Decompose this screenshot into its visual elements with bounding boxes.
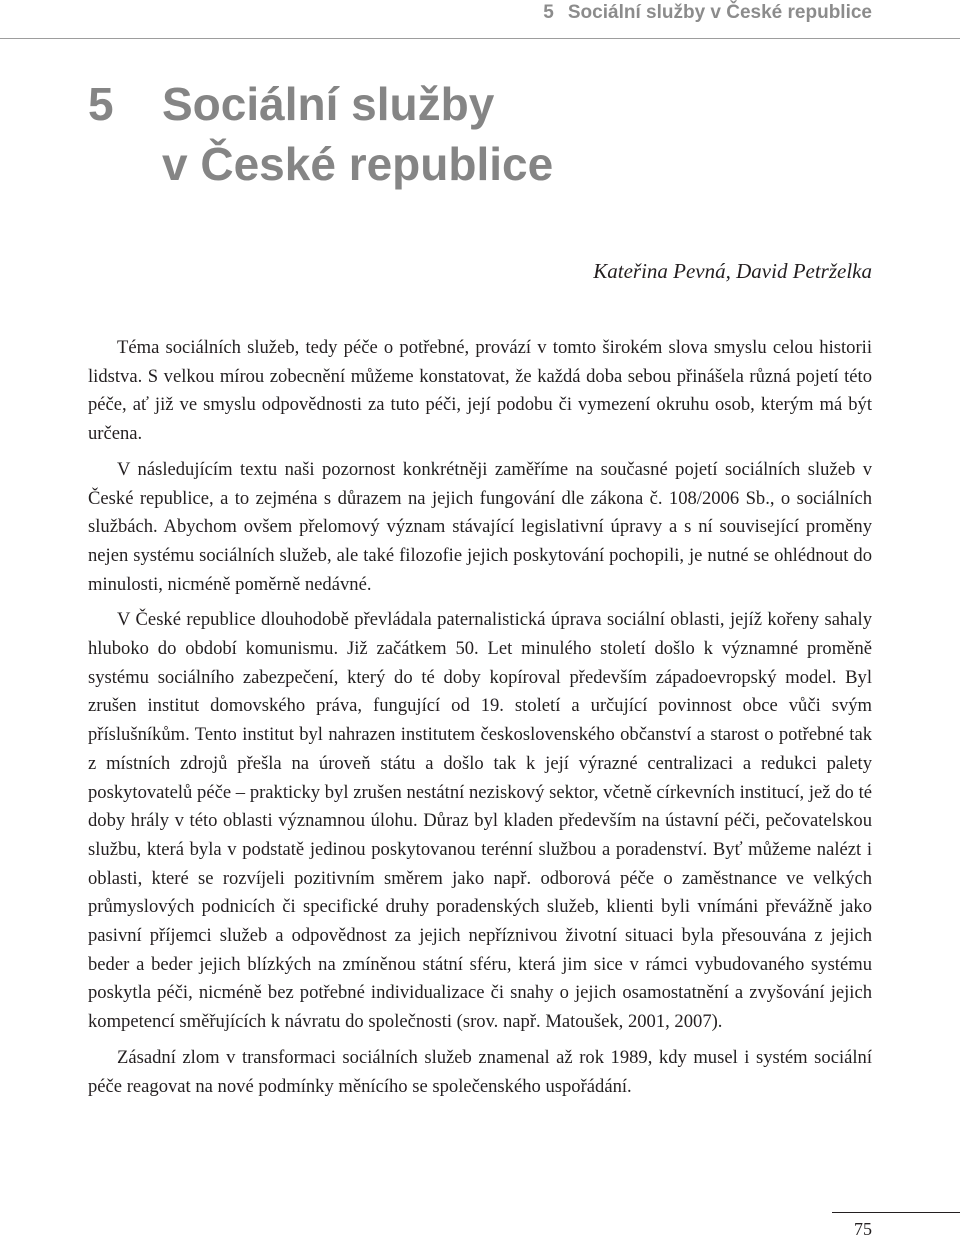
- body-text: [88, 334, 872, 1108]
- paragraph: V následujícím textu naši pozornost konkrétněji zaměříme na současné pojetí sociálních služeb v České republice, a to zejména s důrazem na jejich fungování dle zákona č. 108/2006 Sb., o sociálních službách. Abychom ovšem přelomový význam stávající legislativní úpravy a s ní související proměny nejen systému sociálních služeb, ale také filozofie jejich poskytování pochopili, je nutné se ohlédnout do minulosti, nicméně poměrně nedávné.: [88, 458, 872, 595]
- chapter-title-line-1: Sociální služby: [162, 78, 495, 130]
- running-head-chapter-title: Sociální služby v České republice: [567, 2, 872, 23]
- header-rule: [0, 38, 960, 39]
- page-number: 75: [854, 1219, 872, 1239]
- paragraph: V České republice dlouhodobě převládala paternalistická úprava sociální oblasti, jejíž kořeny sahaly hluboko do období komunismu. Již začátkem 50. Let minulého století došlo k významné proměně systému sociálního zabezpečení, který do té doby kopíroval především západoevropský model. Byl zrušen institut domovského práva, fungující od 19. století a určující povinnost obce vůči svým příslušníkům. Tento institut byl nahrazen institutem československého občanství a starost o potřebné tak z místních zdrojů přešla na úroveň státu a došlo tak k její výrazné centralizaci a redukci palety poskytovatelů péče – prakticky byl zrušen nestátní neziskový sektor, včetně církevních institucí, jež do té doby hrály v této oblasti významnou úlohu. Důraz byl kladen především na ústavní péči, pečovatelskou službu, která byla v podstatě jedinou poskytovanou terénní službou a poradenství. Byť můžeme nalézt i oblasti, které se rozvíjeli pozitivním směrem jako např. odborová péče o zaměstnance ve velkých průmyslových podnicích či specifické druhy poradenských služeb, klienti byli vnímáni převážně jako pasivní příjemci služeb a odpovědnost za jejich nepříznivou životní situaci byla přesouvána z jejich beder a beder jejich blízkých na zmíněnou státní sféru, která jim sice v rámci vybudovaného systému poskytla péči, nicméně bez potřebné individualizace či snahy o jejich osamostatnění a zvyšování jejich kompetencí směřujících k návratu do společnosti (srov. např. Matoušek, 2001, 2007).: [88, 609, 872, 1033]
- chapter-authors: Kateřina Pevná, David Petrželka: [593, 259, 872, 283]
- chapter-title-line-2: v České republice: [162, 138, 554, 190]
- paragraph: Zásadní zlom v transformaci sociálních služeb znamenal až rok 1989, kdy musel i systém sociální péče reagovat na nové podmínky měnícího se společenského uspořádání.: [88, 1046, 872, 1097]
- footer-rule: [832, 1212, 960, 1213]
- paragraph: Téma sociálních služeb, tedy péče o potřebné, provází v tomto širokém slova smyslu celou historii lidstva. S velkou mírou zobecnění můžeme konstatovat, že každá doba sebou přinášela různá pojetí této péče, ať již ve smyslu odpovědnosti za tuto péči, její podobu či vymezení okruhu osob, kterým má být určena.: [88, 337, 872, 445]
- chapter-title: [88, 74, 553, 194]
- running-head-chapter-number: 5: [543, 2, 554, 23]
- running-head: [543, 0, 872, 26]
- chapter-title-text: [162, 74, 553, 194]
- chapter-number: 5: [88, 78, 114, 130]
